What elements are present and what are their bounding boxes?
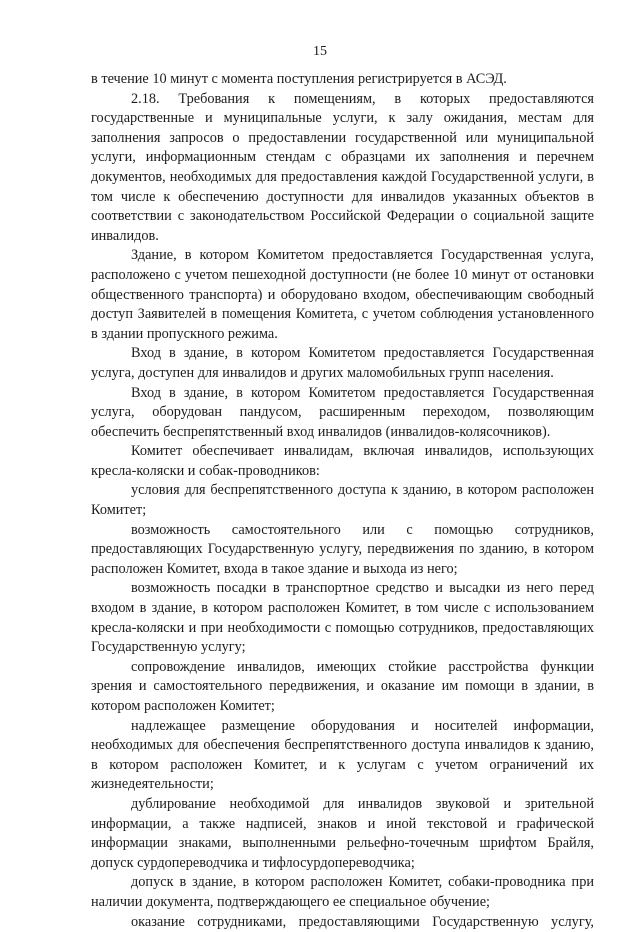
paragraph: допуск в здание, в котором расположен Комитет, собаки-проводника при наличии документа, подтверждающего ее специальное обучение;	[91, 874, 594, 910]
paragraph: надлежащее размещение оборудования и носителей информации, необходимых для обеспечения беспрепятственного доступа инвалидов к зданию, в котором расположен Комитет, и к услугам с учетом ограничений их жизнедеятельности;	[91, 717, 594, 793]
paragraph: дублирование необходимой для инвалидов звуковой и зрительной информации, а также надписей, знаков и иной текстовой и графической информации знаками, выполненными рельефно-точечным шрифтом Брайля, допуск сурдопереводчика и тифлосурдопереводчика;	[91, 795, 594, 871]
paragraph: Вход в здание, в котором Комитетом предоставляется Государственная услуга, доступен для инвалидов и других маломобильных групп населения.	[91, 345, 594, 381]
paragraph: Здание, в котором Комитетом предоставляется Государственная услуга, расположено с учетом пешеходной доступности (не более 10 минут от остановки общественного транспорта) и оборудовано входом, обеспечивающим свободный доступ Заявителей в помещения Комитета, с учетом соблюдения установленного в здании пропускного режима.	[91, 247, 594, 342]
paragraph: в течение 10 минут с момента поступления регистрируется в АСЭД.	[91, 71, 507, 87]
paragraph: условия для беспрепятственного доступа к зданию, в котором расположен Комитет;	[91, 482, 594, 519]
paragraph: сопровождение инвалидов, имеющих стойкие расстройства функции зрения и самостоятельного передвижения, и оказание им помощи в здании, в котором расположен Комитет;	[91, 658, 594, 714]
paragraph: возможность посадки в транспортное средство и высадки из него перед входом в здание, в котором расположен Комитет, в том числе с использованием кресла-коляски и при необходимости с помощью сотрудников, предоставляющих Государственную услугу;	[91, 580, 594, 656]
document-body	[91, 70, 594, 932]
page-number: 15	[313, 44, 327, 59]
paragraph: Вход в здание, в котором Комитетом предоставляется Государственная услуга, оборудован пандусом, расширенным переходом, позволяющим обеспечить беспрепятственный вход инвалидов (инвалидов-колясочников).	[91, 384, 594, 440]
paragraph: возможность самостоятельного или с помощью сотрудников, предоставляющих Государственную услугу, передвижения по зданию, в котором расположен Комитет, входа в такое здание и выхода из него;	[91, 521, 594, 577]
paragraph: Комитет обеспечивает инвалидам, включая инвалидов, использующих кресла-коляски и собак-проводников:	[91, 443, 594, 479]
paragraph: 2.18. Требования к помещениям, в которых предоставляются государственные и муниципальные услуги, к залу ожидания, местам для заполнения запросов о предоставлении государственной или муниципальной услуги, информационным стендам с образцами их заполнения и перечнем документов, необходимых для предоставления каждой Государственной услуги, в том числе к обеспечению доступности для инвалидов указанных объектов в соответствии с законодательством Российской Федерации о социальной защите инвалидов.	[91, 90, 594, 244]
paragraph: оказание сотрудниками, предоставляющими Государственную услугу,	[131, 913, 594, 930]
